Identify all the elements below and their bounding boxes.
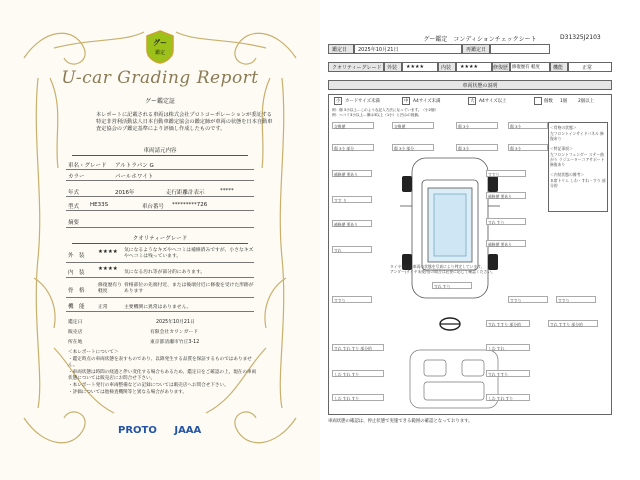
- repair-label: 修復歴: [493, 65, 509, 71]
- address-label: 所在地: [68, 340, 83, 345]
- condition-check-sheet: [320, 0, 640, 480]
- cond-header: 車両状態の説明: [462, 83, 498, 89]
- name-value: アルトラパン G: [115, 163, 154, 169]
- exterior-label: 外 装: [68, 253, 85, 259]
- notes-title: ＜本レポートについて＞: [68, 350, 119, 355]
- sheet-date-label: 鑑定日: [332, 47, 348, 53]
- remarks-label: 摘要: [68, 220, 80, 226]
- chassis-value: *********726: [172, 202, 208, 208]
- goo-seal: [145, 30, 175, 64]
- interior-label: 内 装: [68, 270, 85, 276]
- example-2: 例：ヘコミ3小以上…傷は3以上（1小）と凹みの指摘。: [332, 113, 422, 117]
- exterior-desc: 気になるようなキズやヘコミは補修済みですが、小さなキズやヘコミは残っています。: [124, 248, 254, 259]
- interior-damage-text: しわ すれ すり: [334, 372, 360, 377]
- intro-text: 本レポートに記載される車両は株式会社プロトコーポレーションが委託する特定非営利活動法人日本自動車鑑定協会の鑑定師が車両の状態を日本自動車査定協会のプ鑑定基準により評価し作成したものです。: [96, 112, 273, 132]
- color-value: パールホワイト: [115, 174, 154, 180]
- sheet-title: グー鑑定 コンディションチェックシート: [423, 36, 537, 43]
- steering-wheel-icon: [438, 316, 462, 332]
- size-mid-label: 中: [404, 99, 409, 104]
- repair-value: 修復歴有 軽度: [512, 65, 540, 70]
- mech-label: 機 能: [68, 304, 85, 310]
- damage-text: 補修歴 要あり: [488, 194, 512, 199]
- car-interior-diagram: [392, 346, 516, 412]
- address-value: 東京都清瀬市竹丘3-12: [150, 340, 200, 345]
- year-value: 2016年: [115, 190, 135, 196]
- interior-damage-text: しわ すれ すり: [488, 396, 514, 401]
- proto-logo: PROTO: [118, 425, 157, 436]
- damage-text: すすり: [510, 298, 522, 303]
- divider: [66, 169, 254, 170]
- divider: [66, 311, 254, 312]
- damage-text: 傷 3小: [510, 146, 522, 151]
- right-notes-title-2: ＜特記事項＞: [550, 146, 573, 151]
- interior-damage-text: すれ すすり: [488, 372, 509, 377]
- sheet-mech-value: 正常: [582, 65, 593, 71]
- chassis-label: 車台番号: [142, 204, 165, 210]
- unit2-value: 2個以上: [578, 99, 594, 104]
- name-label: 車名・グレード: [68, 163, 107, 169]
- exterior-stars: ★★★★: [98, 249, 118, 255]
- interior-damage-text: しわ すれ: [488, 346, 505, 351]
- shop-label: 販売店: [68, 330, 83, 335]
- size-small-value: カードサイズ未満: [345, 99, 380, 104]
- right-note-2: 左フロントフェンダー ステー曲がり ラジエーターコアサポート 修復あり: [550, 152, 605, 167]
- ext-stars: ★★★★: [406, 64, 424, 70]
- doc-code: D31325J2103: [560, 34, 601, 41]
- report-subtitle: グー鑑定証: [144, 98, 175, 105]
- right-note-1: 左フロントインサイドパネル 修復あり: [550, 131, 604, 141]
- interior-damage-text: すれ すれ すり 部分的: [334, 346, 372, 351]
- interior-damage-text: すれ すすり 部分的: [488, 322, 521, 327]
- size-large-label: 大: [470, 99, 475, 104]
- damage-text: 補修歴 要あり: [334, 222, 358, 227]
- seal-text-2: 鑑定: [154, 50, 166, 56]
- year-label: 年式: [68, 190, 80, 196]
- mileage-value: *****: [220, 188, 234, 194]
- right-note-3: Ｂ席トリム しわ・すれ・すり 部分的: [550, 178, 606, 188]
- mech-desc: 主要機関に異常はありません。: [124, 305, 192, 310]
- divider: [66, 227, 254, 228]
- int-stars: ★★★★: [460, 64, 478, 70]
- divider: [66, 277, 254, 278]
- report-title: U-car Grading Report: [61, 68, 259, 88]
- frame-value: 修復歴有り軽度: [98, 283, 122, 294]
- damage-text: 交換歴: [394, 124, 406, 129]
- qg-label: クオリティーグレード: [332, 65, 382, 71]
- logo-row: [118, 425, 215, 436]
- contents-header: 車両請元内容: [72, 146, 248, 156]
- interior-damage-text: しわ すれ すり: [334, 396, 360, 401]
- shop-value: 有限会社カワンガード: [150, 330, 198, 335]
- damage-text: すれ すり: [434, 284, 451, 289]
- jaaa-logo: JAAA: [174, 425, 202, 436]
- frame-label: 骨 格: [68, 288, 85, 294]
- damage-text: 補修歴 要あり: [334, 172, 358, 177]
- damage-text: すれ: [334, 248, 342, 253]
- mech-value: 正常: [98, 305, 108, 310]
- date-label: 鑑定日: [68, 320, 83, 325]
- sheet-date-value: 2025年10月21日: [358, 47, 399, 53]
- divider: [66, 180, 254, 181]
- model-label: 型式: [68, 204, 80, 210]
- damage-text: 傷 3小: [458, 124, 470, 129]
- size-small-label: 小: [336, 99, 341, 104]
- frame-desc: 骨格部位の先端付近、または後端付近に修復を受けた形跡があります: [124, 283, 254, 294]
- int-label: 内装: [441, 65, 452, 71]
- unit1-label: 個数: [544, 99, 553, 104]
- pub-value-cell: [490, 44, 550, 54]
- damage-text: 交換歴: [334, 124, 346, 129]
- damage-text: すすり: [558, 298, 570, 303]
- divider: [66, 196, 254, 197]
- note-2: ・車両状態は時間の経過と伴い変化する場合もあるため、鑑定日をご確認の上、現在の車両状態については販売店にお問合せ下さい。: [68, 369, 257, 382]
- report-notes: [68, 350, 258, 396]
- mileage-label: 走行距離計表示: [166, 190, 205, 196]
- interior-damage-text: すれ すすり 部分的: [550, 322, 583, 327]
- example-1: 例：傷 3小以上…このような記入方法になっています。（小2個）: [332, 108, 439, 112]
- interior-stars: ★★★★: [98, 266, 118, 272]
- ext-label: 外装: [387, 65, 398, 71]
- damage-text: すす り: [334, 198, 347, 203]
- sheet-footer: 車両状態の確認は、停止状態で実施できる範囲の確認となっております。: [328, 419, 473, 424]
- note-1: ・鑑定時点の車両状態を表すものであり、以降発生する品質を保証するものではありません。: [68, 356, 252, 369]
- quality-header: クオリティーグレード: [72, 234, 248, 244]
- unit1-key: [534, 97, 542, 105]
- interior-desc: 気になる汚れ等が部分的にあります。: [124, 270, 206, 275]
- note-4: ・評価については他検査機関等と異なる場合があります。: [68, 389, 187, 395]
- damage-text: 傷 3小 部分: [394, 146, 415, 151]
- damage-text: 傷 3小: [458, 146, 470, 151]
- unit1-value: 1個: [560, 99, 568, 104]
- size-large-value: A4サイズ以上: [479, 99, 507, 104]
- color-label: カラー: [68, 174, 85, 180]
- right-notes-title-3: ＜内装状態の備考＞: [550, 172, 585, 177]
- damage-text: 傷 3小: [510, 124, 522, 129]
- note-3: ・本レポート発行の車両整備などの記録については販売店へお問合せ下さい。: [68, 382, 229, 388]
- pub-label: 再鑑定日: [466, 47, 487, 53]
- divider: [66, 262, 254, 263]
- seal-text-1: グー: [153, 39, 167, 47]
- damage-text: 補修歴 要あり: [488, 242, 512, 247]
- date-value: 2025年10月21日: [156, 320, 195, 325]
- mid-note-2: アンダー(テイヤ未使用)の場合は必要に応じて確認ください。: [390, 269, 495, 274]
- right-notes-title-1: ＜骨格の状態＞: [550, 125, 577, 130]
- size-mid-value: A4サイズ未満: [413, 99, 441, 104]
- sheet-mech-label: 機能: [553, 65, 564, 71]
- damage-text: すすり: [488, 172, 500, 177]
- mid-note-1: タイヤ残山は車両の状態を写真により判定しています。: [390, 264, 485, 269]
- model-value: HE33S: [90, 202, 109, 208]
- damage-text: すれ すり: [488, 220, 505, 225]
- divider: [66, 297, 254, 298]
- damage-text: すすり: [334, 298, 346, 303]
- damage-text: 傷 3小 部分: [334, 146, 355, 151]
- divider: [66, 210, 254, 211]
